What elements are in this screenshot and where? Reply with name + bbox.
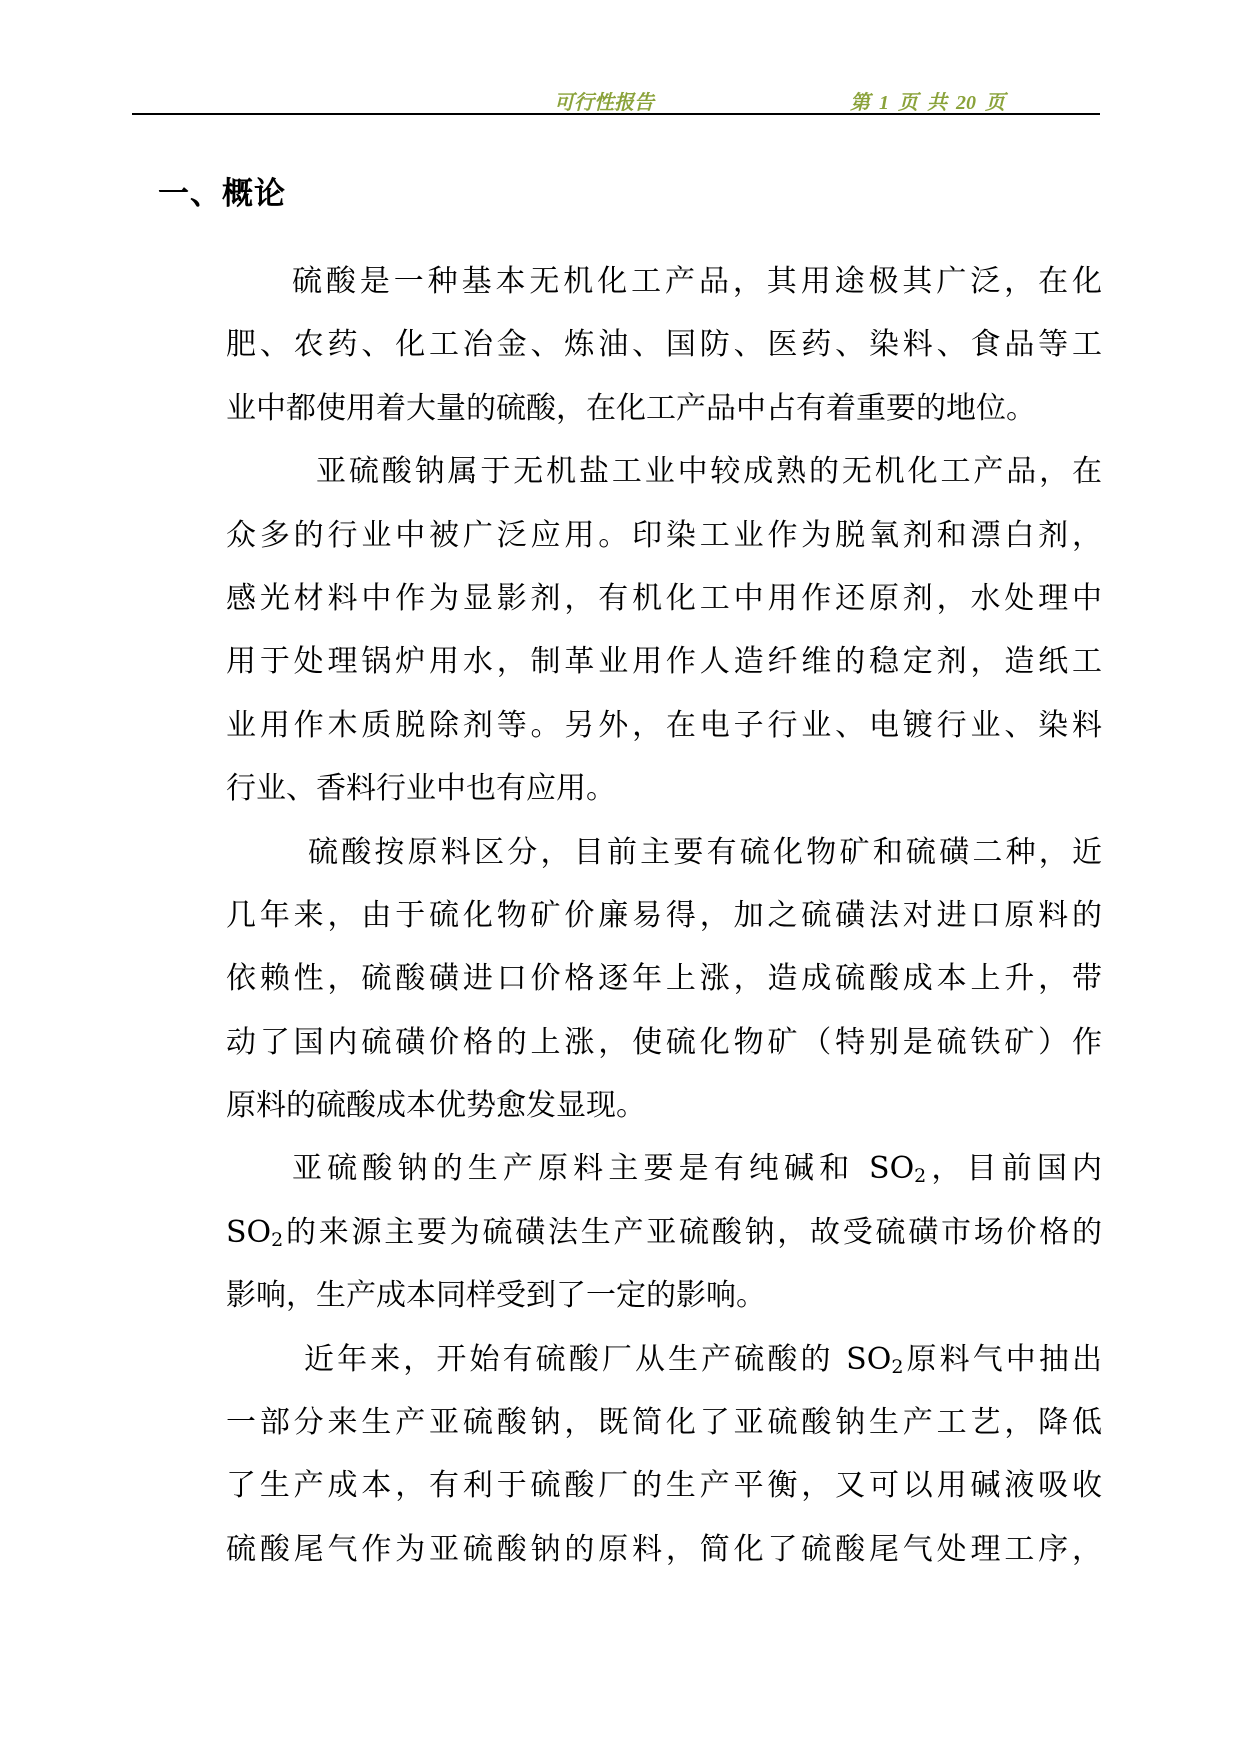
text-segment: 的来源主要为硫磺法生产亚硫酸钠，故受硫磺市场价格的 <box>283 1214 1102 1250</box>
text-segment: 近年来，开始有硫酸厂从生产硫酸的 SO <box>304 1341 892 1377</box>
subscript: 2 <box>891 1355 904 1378</box>
text-line: 了生产成本，有利于硫酸厂的生产平衡，又可以用碱液吸收 <box>226 1468 1102 1504</box>
text-line: 亚硫酸钠属于无机盐工业中较成熟的无机化工产品，在 <box>316 454 1102 490</box>
paragraph <box>226 821 1102 1138</box>
header-page-info: 第 1 页 共 20 页 <box>850 92 1005 114</box>
paragraph <box>226 440 1102 820</box>
header-rule <box>132 113 1100 115</box>
text-line: 一部分来生产亚硫酸钠，既简化了亚硫酸钠生产工艺，降低 <box>226 1405 1102 1441</box>
text-segment: SO <box>226 1214 272 1250</box>
paragraph <box>226 1328 1102 1582</box>
paragraph <box>226 250 1102 440</box>
text-line <box>226 1137 1102 1200</box>
text-line: 行业、香料行业中也有应用。 <box>226 771 616 807</box>
text-line: 用于处理锅炉用水，制革业用作人造纤维的稳定剂，造纸工 <box>226 644 1102 680</box>
text-line: 硫酸尾气作为亚硫酸钠的原料，简化了硫酸尾气处理工序， <box>226 1531 1102 1567</box>
text-line: 硫酸按原料区分，目前主要有硫化物矿和硫磺二种，近 <box>308 834 1102 870</box>
text-line: 硫酸是一种基本无机化工产品，其用途极其广泛，在化 <box>292 264 1102 299</box>
text-line <box>226 1201 1102 1264</box>
text-segment: 亚硫酸钠的生产原料主要是有纯碱和 SO <box>292 1151 915 1187</box>
page-header <box>132 86 1100 116</box>
text-line: 原料的硫酸成本优势愈发显现。 <box>226 1088 646 1124</box>
text-line: 众多的行业中被广泛应用。印染工业作为脱氧剂和漂白剂， <box>226 517 1102 553</box>
section-heading: 一、概论 <box>158 176 286 212</box>
text-line <box>226 1328 1102 1391</box>
subscript: 2 <box>271 1228 284 1251</box>
text-line: 影响，生产成本同样受到了一定的影响。 <box>226 1278 766 1314</box>
subscript: 2 <box>914 1165 927 1188</box>
body-text <box>226 250 1102 1581</box>
text-line: 几年来，由于硫化物矿价廉易得，加之硫磺法对进口原料的 <box>226 897 1102 933</box>
text-segment: ，目前国内 <box>926 1151 1102 1187</box>
text-line: 动了国内硫磺价格的上涨，使硫化物矿（特别是硫铁矿）作 <box>226 1024 1102 1060</box>
text-segment: 原料气中抽出 <box>903 1341 1103 1377</box>
paragraph <box>226 1137 1102 1327</box>
text-line: 肥、农药、化工冶金、炼油、国防、医药、染料、食品等工 <box>226 327 1102 363</box>
text-line: 业中都使用着大量的硫酸，在化工产品中占有着重要的地位。 <box>226 390 1036 426</box>
text-line: 业用作木质脱除剂等。另外，在电子行业、电镀行业、染料 <box>226 707 1102 743</box>
header-title: 可行性报告 <box>554 92 654 114</box>
text-line: 感光材料中作为显影剂，有机化工中用作还原剂，水处理中 <box>226 580 1102 616</box>
text-line: 依赖性，硫酸磺进口价格逐年上涨，造成硫酸成本上升，带 <box>226 961 1102 997</box>
